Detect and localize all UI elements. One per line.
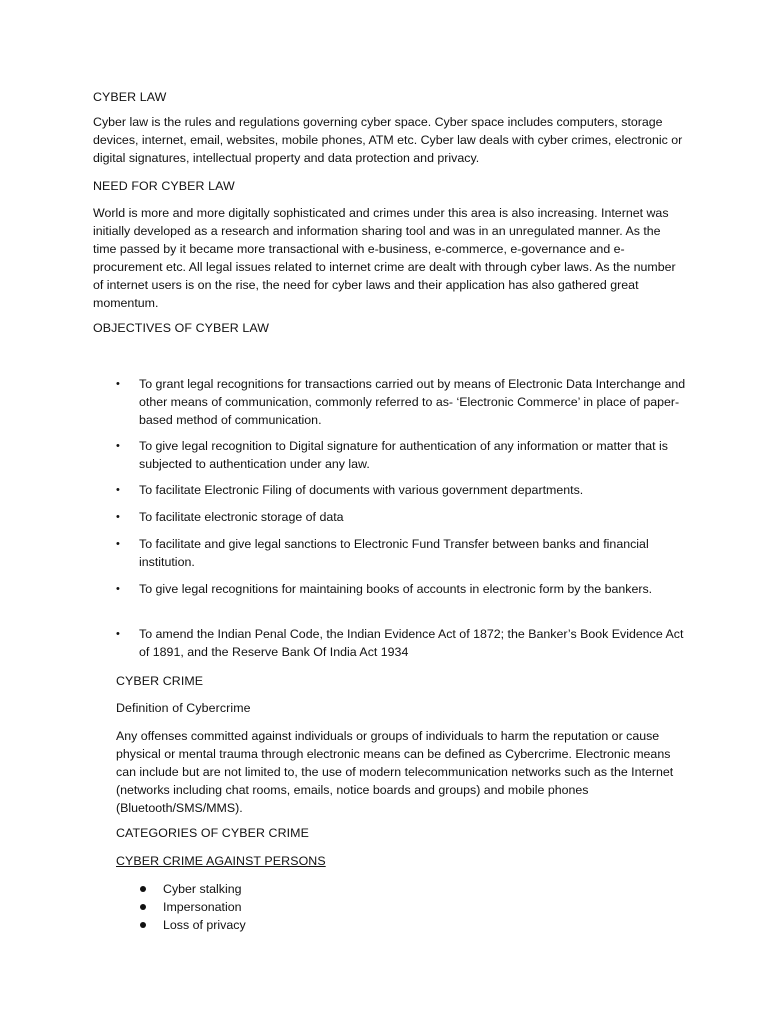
bullet-icon: • [116, 378, 120, 390]
cyber-law-paragraph: Cyber law is the rules and regulations governing cyber space. Cyber space includes computers, storage devices, internet, email, websites, mobile phones, ATM etc. Cyber law deals with cyber crimes, electronic or digital signatures, intellectual property and data protection and privacy. [93, 115, 683, 165]
definition-heading: Definition of Cybercrime [116, 701, 251, 715]
crime-list-text: Cyber stalking [163, 882, 242, 896]
bullet-icon: • [116, 511, 120, 523]
objective-item [116, 437, 696, 481]
definition-paragraph: Any offenses committed against individuals or groups of individuals to harm the reputation or cause physical or mental trauma through electronic means can be defined as Cybercrime. Electronic means can include but are not limited to, the use of modern telecommunication networks such as the Internet (networks including chat rooms, emails, notice boards and groups) and mobile phones (Bluetooth/SMS/MMS). [116, 729, 674, 815]
need-for-cyber-law-heading: NEED FOR CYBER LAW [93, 179, 235, 193]
bullet-icon: • [116, 484, 120, 496]
objectives-heading: OBJECTIVES OF CYBER LAW [93, 321, 270, 335]
categories-heading: CATEGORIES OF CYBER CRIME [116, 826, 309, 840]
objectives-list [116, 375, 696, 661]
need-for-cyber-law-paragraph: World is more and more digitally sophisticated and crimes under this area is also increasing. Internet was initially developed as a research and information sharing tool and was in an unregulated manner. As the time passed by it became more transactional with e-business, e-commerce, e-governance and e-procurement etc. All legal issues related to internet crime are dealt with through cyber laws. As the number of internet users is on the rise, the need for cyber laws and their application has also gathered great momentum. [93, 206, 676, 310]
objective-text: To facilitate and give legal sanctions to Electronic Fund Transfer between banks and financial institution. [139, 537, 649, 569]
crime-list-item [140, 916, 540, 934]
bullet-dot-icon [140, 922, 146, 928]
crime-list-text: Loss of privacy [163, 918, 246, 932]
objective-text: To facilitate Electronic Filing of documents with various government departments. [139, 483, 584, 497]
cyber-law-heading: CYBER LAW [93, 90, 167, 104]
objective-item [116, 481, 696, 508]
bullet-dot-icon [140, 904, 146, 910]
bullet-icon: • [116, 538, 120, 550]
cyber-crime-heading: CYBER CRIME [116, 674, 204, 688]
bullet-icon: • [116, 583, 120, 595]
objective-text: To give legal recognition to Digital signature for authentication of any information or matter that is subjected to authentication under any law. [139, 439, 668, 471]
bullet-icon: • [116, 628, 120, 640]
objective-item [116, 375, 696, 437]
against-persons-list [140, 880, 540, 934]
crime-list-text: Impersonation [163, 900, 242, 914]
objective-item [116, 508, 696, 535]
against-persons-heading: CYBER CRIME AGAINST PERSONS [116, 854, 326, 868]
objective-item [116, 580, 696, 625]
objective-text: To give legal recognitions for maintaining books of accounts in electronic form by the bankers. [139, 582, 653, 596]
objective-item [116, 535, 696, 580]
crime-list-item [140, 898, 540, 916]
objective-text: To facilitate electronic storage of data [139, 510, 344, 524]
bullet-dot-icon [140, 886, 146, 892]
objective-text: To amend the Indian Penal Code, the Indian Evidence Act of 1872; the Banker’s Book Evidence Act of 1891, and the Reserve Bank Of India Act 1934 [139, 627, 684, 659]
bullet-icon: • [116, 440, 120, 452]
objective-item [116, 625, 696, 661]
objective-text: To grant legal recognitions for transactions carried out by means of Electronic Data Interchange and other means of communication, commonly referred to as- ‘Electronic Commerce’ in place of paper-based method of communication. [139, 377, 686, 427]
crime-list-item [140, 880, 540, 898]
